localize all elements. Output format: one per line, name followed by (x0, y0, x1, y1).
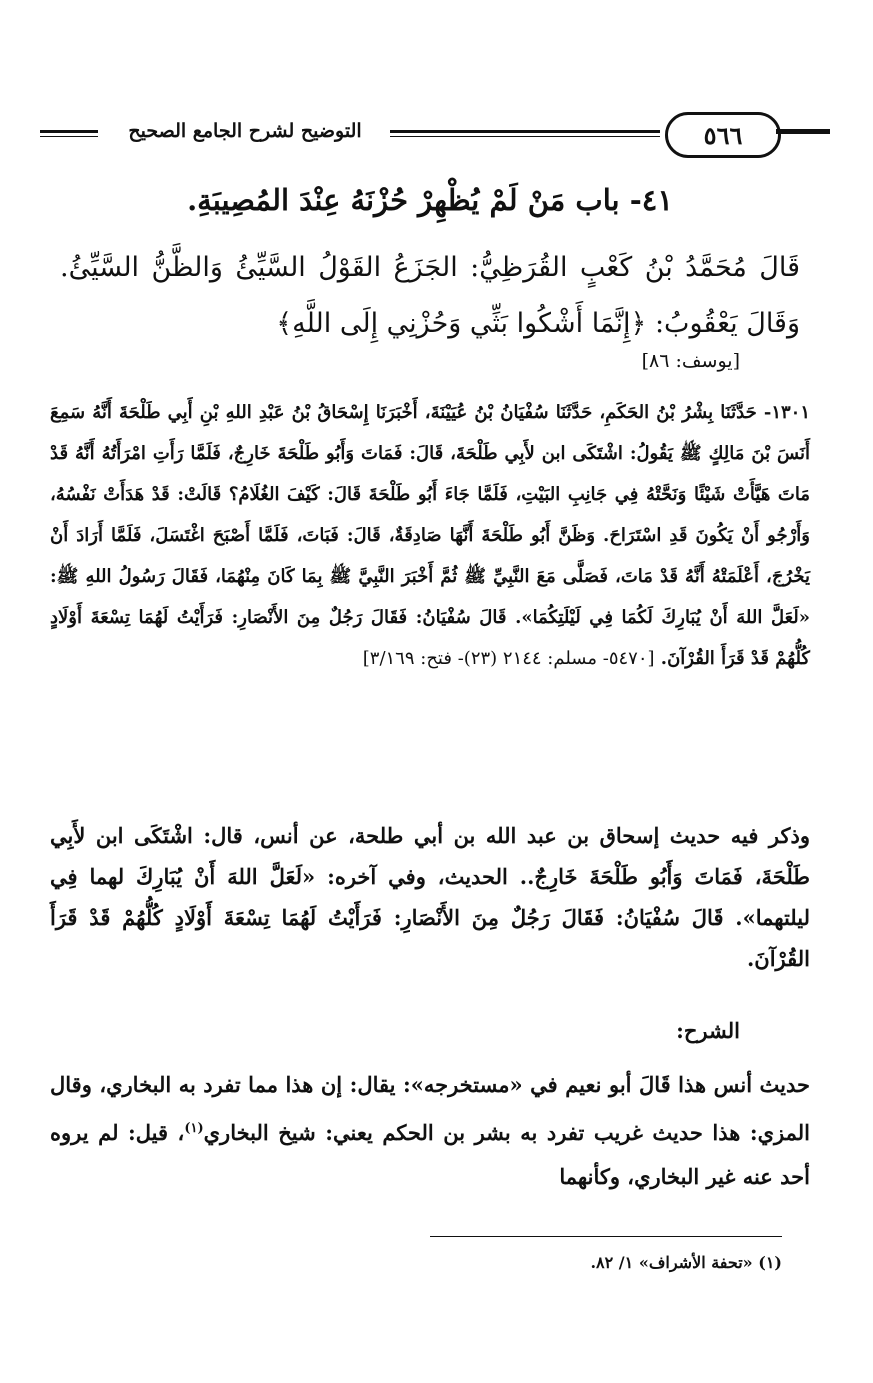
book-title: التوضيح لشرح الجامع الصحيح (128, 120, 362, 142)
header-ornament (776, 129, 830, 134)
header-rule-middle (390, 130, 660, 137)
hadith-text (50, 392, 810, 679)
chapter-intro: قَالَ مُحَمَّدُ بْنُ كَعْبٍ القُرَظِيُّ: الجَزَعُ القَوْلُ السَّيِّئُ وَالظَّنُّ السَّيِّئُ. وَقَالَ يَعْقُوبُ: ﴿إِنَّمَا أَشْكُوا بَثِّي وَحُزْنِي إِلَى اللَّهِ﴾ (60, 252, 800, 339)
page-number: ٥٦٦ (665, 112, 781, 158)
explanation-paragraph (50, 1063, 810, 1199)
quran-reference: [يوسف: ٨٦] (641, 350, 740, 372)
header-rule-left (40, 130, 98, 137)
section-label-sharh: الشرح: (676, 1018, 740, 1043)
hadith-reference: [٥٤٧٠- مسلم: ٢١٤٤ (٢٣)- فتح: ٣/١٦٩] (362, 648, 655, 669)
hadith-body: ١٣٠١- حَدَّثَنَا بِشْرُ بْنُ الحَكَمِ، حَدَّثَنَا سُفْيَانُ بْنُ عُيَيْنَةَ، أَخْبَرَنَا إِسْحَاقُ بْنُ عَبْدِ اللهِ بْنِ أَبِي طَلْحَةَ أَنَّهُ سَمِعَ أَنَسَ بْنَ مَالِكٍ ﷺ يَقُولُ: اشْتَكَى ابن لأَبِي طَلْحَةَ، قَالَ: فَمَاتَ وَأَبُو طَلْحَةَ خَارِجٌ، فَلَمَّا رَأَتِ امْرَأَتُهُ أَنَّهُ قَدْ مَاتَ هَيَّأَتْ شَيْئًا وَنَحَّتْهُ فِي جَانِبِ البَيْتِ، فَلَمَّا جَاءَ أَبُو طَلْحَةَ قَالَ: كَيْفَ الغُلَامُ؟ قَالَتْ: قَدْ هَدَأَتْ نَفْسُهُ، وَأَرْجُو أَنْ يَكُونَ قَدِ اسْتَرَاحَ. وَظَنَّ أَبُو طَلْحَةَ أَنَّهَا صَادِقَةٌ، قَالَ: فَبَاتَ، فَلَمَّا أَصْبَحَ اغْتَسَلَ، فَلَمَّا أَرَادَ أَنْ يَخْرُجَ، أَعْلَمَتْهُ أَنَّهُ قَدْ مَاتَ، فَصَلَّى مَعَ النَّبِيِّ ﷺ ثُمَّ أَخْبَرَ النَّبِيَّ ﷺ بِمَا كَانَ مِنْهُمَا، فَقَالَ رَسُولُ اللهِ ﷺ: «لَعَلَّ اللهَ أَنْ يُبَارِكَ لَكُمَا فِي لَيْلَتِكُمَا». قَالَ سُفْيَانُ: فَقَالَ رَجُلٌ مِنَ الأَنْصَارِ: فَرَأَيْتُ لَهُمَا تِسْعَةَ أَوْلَادٍ كُلُّهُمْ قَدْ قَرَأَ القُرْآنَ. (50, 402, 811, 669)
footnote-divider (430, 1236, 782, 1237)
chapter-title: ٤١- باب مَنْ لَمْ يُظْهِرْ حُزْنَهُ عِنْدَ المُصِيبَةِ. (187, 183, 673, 217)
page-header (40, 110, 830, 160)
explanation-part-1: حديث أنس هذا قَالَ أبو نعيم في «مستخرجه»: يقال: إن هذا مما تفرد به البخاري، وقال المزي: هذا حديث غريب تفرد به بشر بن الحكم يعني: شيخ البخاري (50, 1072, 810, 1145)
commentary-paragraph: وذكر فيه حديث إسحاق بن عبد الله بن أبي طلحة، عن أنس، قال: اشْتَكَى ابن لأَبِي طَلْحَةَ، فَمَاتَ وَأَبُو طَلْحَةَ خَارِجٌ.. الحديث، وفي آخره: «لَعَلَّ اللهَ أَنْ يُبَارِكَ لهما فِي ليلتهما». قَالَ سُفْيَانُ: فَقَالَ رَجُلٌ مِنَ الأَنْصَارِ: فَرَأَيْتُ لَهُمَا تِسْعَةَ أَوْلَادٍ كُلُّهُمْ قَدْ قَرَأَ القُرْآنَ. (50, 823, 810, 971)
footnote: (١) «تحفة الأشراف» ١/ ٨٢. (590, 1253, 782, 1272)
explanation-part-2: ، قيل: لم يروه أحد عنه غير البخاري، وكأنهما (50, 1120, 810, 1189)
footnote-marker[interactable]: (١) (184, 1121, 204, 1136)
